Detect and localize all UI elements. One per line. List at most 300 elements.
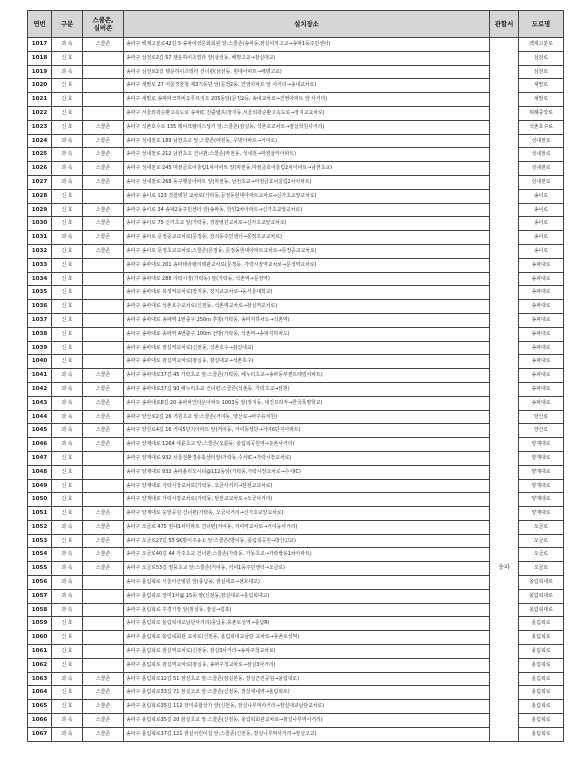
cell-road: 송파대로 [519,355,564,369]
cell-location: 송파구 양재대로 가락시장교차로(가락동, 오금사거리→탄천교교차로) [124,479,490,493]
cell-road: 성내천로 [519,162,564,176]
cell-location: 송파구 올림픽로37길 121 잠실어린이집 앞:스쿨존(신천동, 잠실나루역사거리→잠실고교) [124,727,490,741]
cell-pole [83,327,124,341]
cell-office [490,313,519,327]
cell-location: 송파구 올림픽로33길 71 잠실고교 앞:스쿨존(신천동, 잠실새내역→올림픽로) [124,686,490,700]
cell-road: 오금로 [519,520,564,534]
cell-road: 송이로 [519,189,564,203]
cell-road: 삼전로 [519,51,564,65]
cell-no: 1046 [28,438,52,452]
cell-category: 신 호 [52,258,83,272]
cell-road: 양산로 [519,410,564,424]
cell-location: 송파구 성내천로 268 동구햇살아파트 앞(마천동, 남천초교→마천금호어울림2차아파트) [124,175,490,189]
cell-road: 오금로 [519,548,564,562]
cell-category: 신 호 [52,645,83,659]
cell-office [490,300,519,314]
cell-pole: 스쿨존 [83,520,124,534]
cell-location: 송파구 오금로40길 44 가주초교 건너편:스쿨존(가락동, 가동초교→가락쌍용1차아파트) [124,548,490,562]
cell-pole [83,313,124,327]
table-row [28,672,564,686]
cell-road: 양산로 [519,424,564,438]
cell-office [490,396,519,410]
table-row [28,520,564,534]
table-row [28,727,564,741]
table-body [28,38,564,742]
cell-pole [83,451,124,465]
cell-pole [83,65,124,79]
cell-category: 과 속 [52,727,83,741]
cell-location: 송파구 오금로27길 53 SK방이주유소 앞:스쿨존(방이동, 올림픽공원→방산고교) [124,534,490,548]
cell-office [490,603,519,617]
table-row [28,548,564,562]
cell-category: 과 속 [52,231,83,245]
table-header-row [28,11,564,38]
cell-pole: 스쿨존 [83,727,124,741]
cell-no: 1037 [28,313,52,327]
table-row [28,79,564,93]
cell-category: 신 호 [52,217,83,231]
table-row [28,369,564,383]
cell-location: 송파구 올림픽로35길 20 잠실초교 앞:스쿨존(신천동, 올림픽회관교차로→잠실나루역사거리) [124,714,490,728]
cell-pole: 스쿨존 [83,424,124,438]
cell-office [490,382,519,396]
cell-office [490,700,519,714]
cell-location: 송파구 새말로 송파파크하비오푸르지오 205동앞(문정2동, 송내교차로→건영아파트 앞 사거리) [124,93,490,107]
cell-road: 오금로 [519,534,564,548]
table-row [28,479,564,493]
cell-category: 신 호 [52,617,83,631]
cell-location: 송파구 송이로 문정중교교차로(문정동, 장지동주민센터→문정초교교차로) [124,231,490,245]
cell-pole [83,272,124,286]
table-row [28,162,564,176]
table-row [28,438,564,452]
cell-road: 송파대로 [519,272,564,286]
cell-no: 1067 [28,727,52,741]
cell-location: 송파구 올림픽로 올림픽대교남단사거리(풍납동,몽촌토성역→풍납R) [124,617,490,631]
cell-category: 신 호 [52,465,83,479]
cell-pole: 스쿨존 [83,686,124,700]
cell-category: 신 호 [52,244,83,258]
cell-no: 1035 [28,286,52,300]
cell-office [490,658,519,672]
cell-no: 1065 [28,700,52,714]
table-row [28,272,564,286]
cell-road: 송이로 [519,244,564,258]
cell-category: 신 호 [52,479,83,493]
cell-pole: 스쿨존 [83,714,124,728]
cell-road: 양재대로 [519,451,564,465]
cell-office [490,148,519,162]
cell-pole [83,355,124,369]
cell-road: 백제고분로 [519,38,564,52]
cell-location: 송파구 성내천로 212 남천초교 건너편:스쿨존(마천동, 성내천→마천삼익아파트) [124,148,490,162]
cell-location: 송파구 올림픽로 잠실역교차로(잠실동, 송파구청교차로→잠실3사거리) [124,658,490,672]
table-row [28,217,564,231]
cell-road: 양재대로 [519,493,564,507]
cell-location: 송파구 양산로2길 26 거원초교 앞:스쿨존(거여동, 양산로→마주유치원) [124,410,490,424]
cell-pole [83,106,124,120]
cell-category: 신 호 [52,451,83,465]
cell-category: 과 속 [52,148,83,162]
cell-pole: 스쿨존 [83,369,124,383]
cell-category: 과 속 [52,672,83,686]
cell-category: 신 호 [52,355,83,369]
cell-office [490,189,519,203]
cell-category: 신 호 [52,286,83,300]
table-row [28,300,564,314]
cell-no: 1033 [28,258,52,272]
cell-category: 과 속 [52,175,83,189]
cell-road: 양재대로 [519,507,564,521]
cell-office [490,162,519,176]
cell-no: 1049 [28,479,52,493]
cell-no: 1042 [28,382,52,396]
cell-category: 과 속 [52,603,83,617]
cell-pole [83,479,124,493]
cell-no: 1059 [28,617,52,631]
cell-pole: 스쿨존 [83,162,124,176]
table-row [28,534,564,548]
cell-no: 1031 [28,231,52,245]
cell-category: 신 호 [52,51,83,65]
cell-road: 송파대로 [519,286,564,300]
cell-pole: 스쿨존 [83,148,124,162]
cell-category: 신 호 [52,93,83,107]
cell-no: 1064 [28,686,52,700]
cell-location: 송파구 서울외곽순환고속도로 송파IC 진출램프(장지동,서울외곽순환고속도로→장지교교차로) [124,106,490,120]
cell-no: 1041 [28,369,52,383]
cell-category: 과 속 [52,65,83,79]
cell-no: 1050 [28,493,52,507]
cell-road: 올림픽로 [519,658,564,672]
table-row [28,106,564,120]
cell-road: 오금로 [519,562,564,576]
cell-pole: 스쿨존 [83,244,124,258]
cell-road: 올림픽로 [519,672,564,686]
cell-pole: 스쿨존 [83,672,124,686]
cell-pole [83,189,124,203]
cell-location: 송파구 송파대로 288 가락시장(가락동) 앞(가락동, 석촌역→문정역) [124,272,490,286]
cell-category: 신 호 [52,686,83,700]
table-row [28,451,564,465]
table-row [28,603,564,617]
cell-road: 올림픽로 [519,645,564,659]
cell-pole [83,93,124,107]
table-row [28,382,564,396]
table-row [28,286,564,300]
cell-road: 송파대로 [519,382,564,396]
cell-category: 과 속 [52,548,83,562]
cell-office [490,645,519,659]
cell-no: 1040 [28,355,52,369]
cell-road: 송파대로 [519,313,564,327]
cell-pole [83,51,124,65]
cell-location: 송파구 올림픽로 올림픽회관 교차로(신천동, 올림픽대교남단 교차로→몽촌토성역) [124,631,490,645]
header-office: 관할서 [490,11,519,38]
cell-category: 과 속 [52,562,83,576]
header-no: 연번 [28,11,52,38]
cell-road: 올림픽대로 [519,589,564,603]
cell-location: 송파구 새말로 27 서울경찰청 제3기동단 앞(문정2동, 건영아파트 앞 사거리→송내교차로) [124,79,490,93]
cell-road: 송이로 [519,217,564,231]
cell-office [490,79,519,93]
cell-pole: 스쿨존 [83,562,124,576]
cell-pole [83,258,124,272]
cell-category: 신 호 [52,189,83,203]
cell-road: 양재대로 [519,479,564,493]
cell-location: 송파구 올림픽로35길 112 장미종합상가 앞(신천동, 잠실나루역사거리→잠실대교남단교차로) [124,700,490,714]
cell-category: 신 호 [52,341,83,355]
cell-road: 송파대로 [519,369,564,383]
cell-location: 송파구 송파대로 201 송파테라팰리테관교차로(문정동, 가락시장역교차로→문정역교차로) [124,258,490,272]
table-row [28,65,564,79]
cell-road: 성내천로 [519,148,564,162]
table-row [28,231,564,245]
cell-location: 송파구 올림픽로12길 51 잠전초교 앞:스쿨존(잠실본동, 잠실근린공원→올림픽로) [124,672,490,686]
cell-road: 새말로 [519,93,564,107]
cell-category: 신 호 [52,631,83,645]
table-row [28,203,564,217]
cell-location: 송파구 송이로 문정초교교차로:스쿨존(문정동, 문정동현대아파트교차로→문정중교교차로) [124,244,490,258]
cell-category: 과 속 [52,520,83,534]
cell-pole: 스쿨존 [83,203,124,217]
cell-pole: 스쿨존 [83,231,124,245]
cell-category: 신 호 [52,79,83,93]
cell-category: 신 호 [52,493,83,507]
cell-no: 1030 [28,217,52,231]
cell-office [490,714,519,728]
cell-location: 송파구 송파대로 송파역 4번출구 100m 전방(가락동, 석촌역→송파지하차도) [124,327,490,341]
cell-road: 위례중앙로 [519,106,564,120]
cell-category: 과 속 [52,576,83,590]
cell-pole: 스쿨존 [83,217,124,231]
cell-pole [83,645,124,659]
cell-road: 올림픽로 [519,631,564,645]
cell-pole: 스쿨존 [83,438,124,452]
cell-location: 송파구 양재대로 1264 세륜초교 앞:스쿨존(오륜동, 올림픽공원역→둔촌사거리) [124,438,490,452]
cell-location: 송파구 올림픽로 주경기장 앞(잠실동, 잠실→김포) [124,603,490,617]
cell-office [490,51,519,65]
cell-office [490,327,519,341]
cell-office [490,465,519,479]
cell-no: 1052 [28,520,52,534]
cell-office [490,341,519,355]
cell-office [490,231,519,245]
table-row [28,313,564,327]
table-row [28,120,564,134]
cell-office [490,438,519,452]
cell-category: 과 속 [52,410,83,424]
cell-pole: 스쿨존 [83,382,124,396]
cell-road: 양재대로 [519,438,564,452]
cell-location: 송파구 송파대로 잠실역교차로(잠실동, 잠실대교→석촌호수) [124,355,490,369]
document-page [27,10,563,742]
cell-location: 송파구 양산로4길 16 거여5단지아파트 앞(거여동, 거여동성당→거여6단지아파트) [124,424,490,438]
cell-pole: 스쿨존 [83,700,124,714]
cell-no: 1039 [28,341,52,355]
cell-no: 1021 [28,93,52,107]
cell-category: 신 호 [52,507,83,521]
table-row [28,493,564,507]
cell-pole: 스쿨존 [83,507,124,521]
cell-road: 성내천로 [519,134,564,148]
cell-category: 과 속 [52,162,83,176]
cell-office [490,106,519,120]
cell-no: 1063 [28,672,52,686]
cell-no: 1057 [28,589,52,603]
cell-office [490,589,519,603]
cell-office [490,38,519,52]
cell-no: 1027 [28,175,52,189]
cell-no: 1056 [28,576,52,590]
cell-location: 송파구 삼전로2길 57 행운하이츠빌라 앞(삼전동, 배명고교→잠실대교) [124,51,490,65]
cell-location: 송파구 송이로 123 경찰병원 교차로(가락동,문정동현대아파트교차로→신가초교앞교차로) [124,189,490,203]
cell-office [490,355,519,369]
cell-office [490,548,519,562]
cell-office [490,520,519,534]
cell-office [490,727,519,741]
cell-no: 1048 [28,465,52,479]
cell-location: 송파구 송이로 75 신가초교 앞(가락동, 경찰병원교차로→신가초교앞교차로) [124,217,490,231]
cell-road: 송이로 [519,203,564,217]
table-row [28,507,564,521]
cell-road: 송이로 [519,231,564,245]
cell-pole: 스쿨존 [83,38,124,52]
cell-no: 1017 [28,38,52,52]
table-row [28,617,564,631]
header-road: 도로명 [519,11,564,38]
cell-pole: 스쿨존 [83,410,124,424]
cell-office [490,534,519,548]
cell-pole [83,658,124,672]
header-pole: 스쿨존, 실버존 [83,11,124,38]
cell-road: 성내천로 [519,175,564,189]
cell-road: 송파대로 [519,341,564,355]
cell-no: 1018 [28,51,52,65]
cell-no: 1062 [28,658,52,672]
table-row [28,465,564,479]
cell-no: 1032 [28,244,52,258]
cell-location: 송파구 오금로53길 영풍초교 앞:스쿨존(거여동, 거여1동주민센터→오금로) [124,562,490,576]
cell-office [490,203,519,217]
cell-location: 송파구 송파대로 잠실역교차로(신천동, 석촌호수→잠실대교) [124,341,490,355]
table-row [28,589,564,603]
header-location: 설치장소 [124,11,490,38]
cell-no: 1054 [28,548,52,562]
cell-road: 올림픽대로 [519,603,564,617]
cell-location: 송파구 송파대로 석촌호수교차로(신천동, 석촌역교차로→잠실역교차로) [124,300,490,314]
cell-pole: 스쿨존 [83,534,124,548]
table-row [28,175,564,189]
cell-office [490,217,519,231]
cell-location: 송파구 올림픽로 서울아산병원 앞(풍납동, 잠실대교→천호대교) [124,576,490,590]
cell-category: 신 호 [52,700,83,714]
cell-office [490,65,519,79]
cell-office [490,493,519,507]
cell-no: 1024 [28,134,52,148]
cell-pole: 스쿨존 [83,548,124,562]
table-row [28,134,564,148]
cell-category: 과 속 [52,369,83,383]
cell-location: 송파구 송파대로37길 90 해누리초교 건너편:스쿨존(석촌동, 가락초교→탄천) [124,382,490,396]
cell-office [490,410,519,424]
table-row [28,645,564,659]
cell-no: 1044 [28,410,52,424]
cell-category: 과 속 [52,134,83,148]
cell-no: 1051 [28,507,52,521]
cell-category: 신 호 [52,534,83,548]
cell-road: 올림픽로 [519,714,564,728]
cell-location: 송파구 백제고분로42길 5 송파여성문화회관 앞:스쿨존(송파동,잠실여자고교→송파1동주민센터) [124,38,490,52]
cell-category: 신 호 [52,106,83,120]
cell-location: 송파구 송파대로8길 20 송파파인타운아파트 1003동 앞(장지동, 대진프라자→한국폭명학교) [124,396,490,410]
cell-pole [83,341,124,355]
cell-no: 1038 [28,327,52,341]
cell-category: 과 속 [52,714,83,728]
cell-pole [83,286,124,300]
cell-office [490,286,519,300]
table-row [28,51,564,65]
table-row [28,562,564,576]
cell-road: 올림픽로 [519,617,564,631]
cell-office [490,258,519,272]
cell-no: 1053 [28,534,52,548]
cell-office [490,507,519,521]
cell-no: 1036 [28,300,52,314]
cell-pole [83,493,124,507]
cell-office [490,120,519,134]
cell-category: 신 호 [52,120,83,134]
cell-no: 1060 [28,631,52,645]
cell-office [490,134,519,148]
table-row [28,714,564,728]
cell-pole [83,617,124,631]
cell-office [490,424,519,438]
cell-road: 양재대로 [519,465,564,479]
cell-pole [83,631,124,645]
table-row [28,258,564,272]
cell-office [490,576,519,590]
cell-location: 송파구 송파대로 복정역교차로(장지동, 장지교교차로→동서울대학교) [124,286,490,300]
cell-road: 올림픽대로 [519,576,564,590]
cell-category: 과 속 [52,589,83,603]
table-row [28,341,564,355]
cell-no: 1023 [28,120,52,134]
office-name: 송파 [490,562,519,576]
cell-office [490,93,519,107]
cell-location: 송파구 삼전로2길 행운하이츠빌라 건너편(삼전동, 현대아파트→배명고교) [124,65,490,79]
cell-location: 송파구 오금로 475 현대1차아파트 건너편(거여동, 거여역교차로→거여동사거리) [124,520,490,534]
cell-office [490,672,519,686]
cell-no: 1055 [28,562,52,576]
cell-category: 신 호 [52,327,83,341]
table-row [28,189,564,203]
cell-location: 송파구 양재대로 932 서울전환경유통센터앞(가락동,수서IC→가락시장교차로) [124,451,490,465]
cell-no: 1025 [28,148,52,162]
cell-category: 과 속 [52,438,83,452]
cell-office [490,479,519,493]
cell-no: 1028 [28,189,52,203]
cell-office [490,369,519,383]
cell-road: 송파대로 [519,327,564,341]
cell-category: 신 호 [52,313,83,327]
cell-road: 석촌호수로 [519,120,564,134]
cell-pole: 스쿨존 [83,175,124,189]
cell-location: 송파구 올림픽로 장미1차@ 15동 앞(신천동,잠실대교→올림픽대교) [124,589,490,603]
table-row [28,355,564,369]
cell-category: 과 속 [52,382,83,396]
cell-pole: 스쿨존 [83,120,124,134]
